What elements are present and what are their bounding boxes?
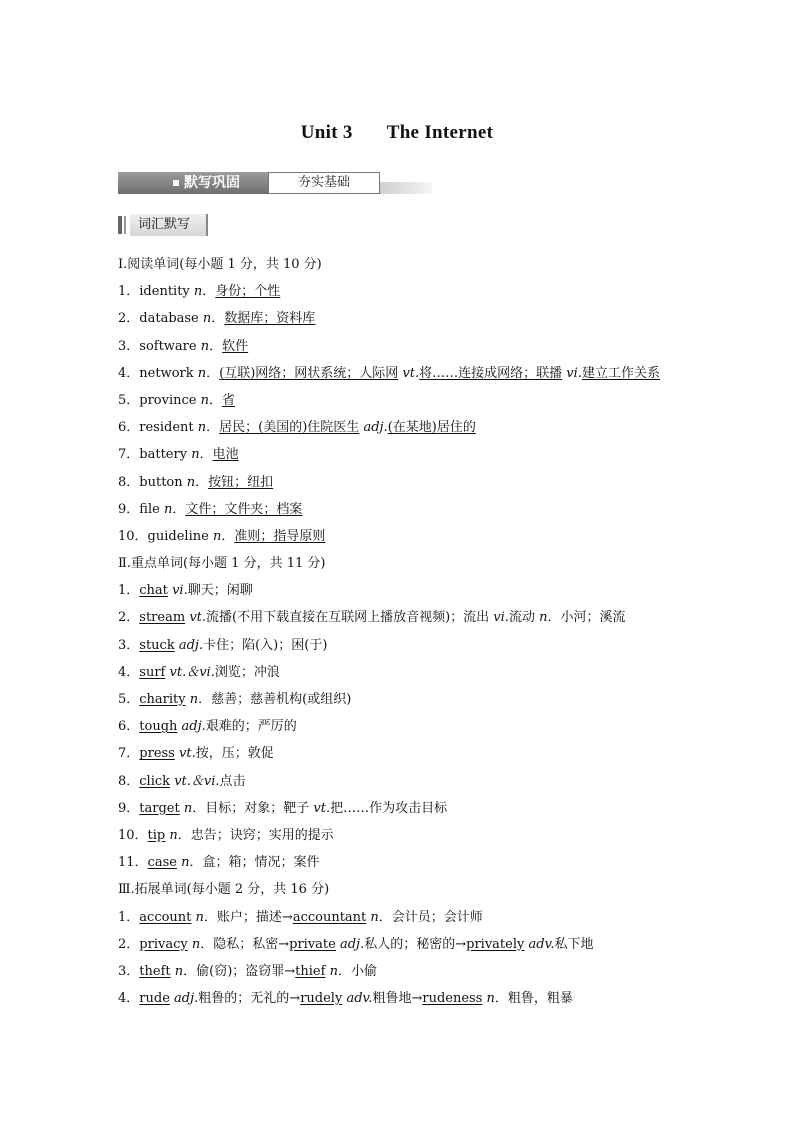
item-text: 4．network [118, 365, 198, 381]
item-text: ． [206, 365, 220, 381]
part-of-speech: vi. [493, 610, 509, 626]
item-text: 10． [118, 827, 148, 843]
answer-text: case [147, 855, 177, 871]
part-of-speech: n [191, 447, 200, 463]
item-text: 6．resident [118, 420, 198, 436]
item-text: 2． [118, 936, 140, 952]
item-text: 8．button [118, 474, 187, 490]
part-of-speech: n [163, 501, 173, 517]
part-of-speech: adj. [181, 719, 206, 735]
part-of-speech: n [183, 800, 193, 816]
part-of-speech: vi. [566, 365, 582, 381]
section-heading [118, 553, 758, 580]
item-text: 7．battery [118, 447, 192, 463]
item-text: ．忠告；诀窍；实用的提示 [177, 827, 334, 843]
answer-text: rudeness [422, 991, 483, 1007]
item-text: 2．database [118, 311, 203, 327]
answer-text: 文件；文件夹；档案 [185, 501, 303, 517]
vocab-item [118, 607, 758, 634]
vocab-item [118, 662, 758, 689]
vocab-item [118, 363, 758, 390]
part-of-speech: vt. [402, 365, 420, 381]
part-of-speech: n [539, 610, 548, 626]
answer-text: surf [139, 664, 166, 680]
item-text: ．盒；箱；情况；案件 [189, 855, 320, 871]
item-text: 私下地 [554, 936, 594, 952]
answer-text: stuck [139, 637, 175, 653]
answer-text: privately [466, 936, 525, 952]
item-text: 5．province [118, 392, 201, 408]
part-of-speech: n [191, 936, 201, 952]
part-of-speech: vt.＆vi. [174, 773, 220, 789]
item-text: ．隐私；私密→ [200, 936, 290, 952]
answer-text: tip [147, 827, 166, 843]
vocab-item [118, 689, 758, 716]
part-of-speech: n [329, 963, 338, 979]
subsection-bar-icon [124, 216, 126, 234]
part-of-speech: vt. [189, 610, 207, 626]
item-text: 4． [118, 664, 140, 680]
item-text: 8． [118, 773, 140, 789]
answer-text: 将……连接成网络；联播 [419, 365, 563, 381]
item-text: ． [195, 474, 209, 490]
part-of-speech: n [193, 284, 203, 300]
answer-text: rude [139, 991, 170, 1007]
item-text: ． [206, 420, 220, 436]
item-text: Ⅲ.拓展单词(每小题 2 分，共 16 分) [118, 882, 330, 898]
answer-text: 省 [222, 392, 236, 408]
part-of-speech: adv. [346, 991, 373, 1007]
item-text: ．小河；溪流 [547, 610, 626, 626]
answer-text: 居民；(美国的)住院医生 [219, 420, 360, 436]
part-of-speech: n [202, 311, 212, 327]
answer-text: accountant [292, 909, 367, 925]
item-text: 11． [118, 855, 148, 871]
item-text: 点击 [219, 773, 246, 789]
item-text: 9．file [118, 501, 164, 517]
part-of-speech: n [200, 392, 209, 408]
answer-text: stream [139, 610, 186, 626]
item-text: 流播(不用下载直接在互联网上播放音视频)；流出 [206, 610, 494, 626]
vocab-item [118, 472, 758, 499]
item-text: 7． [118, 746, 140, 762]
item-text: 粗鲁地→ [372, 991, 423, 1007]
part-of-speech: vt. [179, 746, 196, 762]
banner-left [118, 172, 268, 194]
vocab-item [118, 444, 758, 471]
banner-fade-decoration [380, 182, 432, 194]
answer-text: target [139, 800, 180, 816]
answer-text: 身份；个性 [215, 284, 281, 300]
vocab-item [118, 580, 758, 607]
unit-label: Unit 3 [300, 122, 353, 143]
part-of-speech: n [189, 692, 199, 707]
part-of-speech: n [195, 909, 204, 925]
answer-text: rudely [300, 991, 343, 1007]
vocab-item [118, 390, 758, 417]
vocab-item [118, 825, 758, 852]
item-text: ． [172, 501, 186, 517]
vocab-item [118, 771, 758, 798]
vocab-item [118, 526, 758, 553]
item-text: 5． [118, 692, 140, 707]
item-text: 按，压；敦促 [195, 746, 274, 762]
part-of-speech: vt.＆vi. [169, 664, 215, 680]
item-text: ． [199, 447, 213, 463]
answer-text: 数据库；资料库 [224, 311, 316, 327]
vocab-item [118, 798, 758, 825]
part-of-speech: n [212, 528, 222, 544]
subsection-label: 词汇默写 [130, 214, 208, 236]
item-text: ． [202, 284, 216, 300]
part-of-speech: n [486, 991, 495, 1007]
part-of-speech: n [197, 365, 207, 381]
answer-text: thief [295, 963, 326, 979]
vocab-item [118, 743, 758, 770]
item-text: 2． [118, 610, 140, 626]
answer-text: 软件 [222, 338, 249, 354]
answer-text: 电池 [212, 447, 239, 463]
item-text: 流动 [508, 610, 540, 626]
answer-text: charity [139, 692, 186, 707]
square-bullet-icon [173, 180, 179, 186]
subsection-header [118, 214, 208, 236]
item-text: 卡住；陷(入)；困(于) [203, 637, 328, 653]
part-of-speech: n [197, 420, 207, 436]
part-of-speech: n [174, 963, 184, 979]
banner-left-label: 默写巩固 [184, 175, 240, 191]
part-of-speech: adj. [339, 936, 365, 952]
answer-text: 按钮；纽扣 [208, 474, 274, 490]
item-text: 1．identity [118, 284, 194, 300]
item-text: 6． [118, 719, 140, 735]
item-text: 4． [118, 991, 140, 1007]
section-banner [118, 172, 432, 196]
item-text: ．小偷 [337, 963, 377, 979]
answer-text: theft [139, 963, 171, 979]
item-text: 10．guideline [118, 528, 213, 544]
vocab-item [118, 635, 758, 662]
subsection-bar-icon [118, 216, 122, 234]
part-of-speech: vi. [172, 583, 188, 599]
vocab-item [118, 907, 758, 934]
item-text: ． [209, 392, 223, 408]
vocab-item [118, 308, 758, 335]
item-text: ． [209, 338, 223, 354]
vocab-item [118, 336, 758, 363]
item-text: 1． [118, 583, 140, 599]
answer-text: (在某地)居住的 [387, 420, 476, 436]
vocabulary-list [118, 254, 758, 1015]
item-text: ．偷(窃)；盗窃罪→ [183, 963, 296, 979]
answer-text: press [139, 746, 175, 762]
item-text: 粗鲁的；无礼的→ [198, 991, 301, 1007]
answer-text: private [289, 936, 336, 952]
item-text: ． [221, 528, 235, 544]
answer-text: 建立工作关系 [581, 365, 660, 381]
vocab-item [118, 417, 758, 444]
item-text: 艰难的；严厉的 [205, 719, 297, 735]
unit-name: The Internet [386, 122, 494, 143]
vocab-item [118, 499, 758, 526]
item-text: 浏览；冲浪 [214, 664, 280, 680]
part-of-speech: n [181, 855, 190, 871]
item-text: 9． [118, 800, 140, 816]
part-of-speech: adv. [528, 936, 555, 952]
vocab-item [118, 961, 758, 988]
vocab-item [118, 716, 758, 743]
answer-text: (互联)网络；网状系统；人际网 [219, 365, 399, 381]
part-of-speech: n [169, 827, 178, 843]
item-text: Ⅱ.重点单词(每小题 1 分，共 11 分) [118, 556, 326, 572]
answer-text: 准则；指导原则 [234, 528, 326, 544]
banner-right-label: 夯实基础 [268, 172, 380, 194]
section-heading [118, 254, 758, 281]
part-of-speech: vt. [313, 800, 331, 816]
part-of-speech: adj. [363, 420, 388, 436]
part-of-speech: adj. [174, 991, 199, 1007]
answer-text: privacy [139, 936, 188, 952]
section-heading [118, 879, 758, 906]
item-text: Ⅰ.阅读单词(每小题 1 分，共 10 分) [118, 257, 322, 272]
item-text: 3． [118, 963, 140, 979]
answer-text: account [139, 909, 192, 925]
vocab-item [118, 852, 758, 879]
answer-text: tough [139, 719, 178, 735]
item-text: 聊天；闲聊 [187, 583, 253, 599]
item-text: ． [211, 311, 225, 327]
item-text: 3． [118, 637, 140, 653]
item-text: 1． [118, 909, 140, 925]
part-of-speech: n [200, 338, 210, 354]
item-text: ．目标；对象；靶子 [192, 800, 314, 816]
vocab-item [118, 988, 758, 1015]
part-of-speech: n [370, 909, 379, 925]
item-text: 私人的；秘密的→ [364, 936, 467, 952]
item-text: ．会计员；会计师 [378, 909, 483, 925]
vocab-item [118, 281, 758, 308]
item-text: ．慈善；慈善机构(或组织) [198, 692, 352, 707]
item-text: ．账户；描述→ [203, 909, 293, 925]
page-title [0, 122, 794, 144]
item-text: 把……作为攻击目标 [330, 800, 448, 816]
vocab-item [118, 934, 758, 961]
part-of-speech: adj. [178, 637, 204, 653]
answer-text: chat [139, 583, 168, 599]
part-of-speech: n [186, 474, 196, 490]
item-text: ．粗鲁，粗暴 [494, 991, 573, 1007]
item-text: 3．software [118, 338, 201, 354]
answer-text: click [139, 773, 171, 789]
